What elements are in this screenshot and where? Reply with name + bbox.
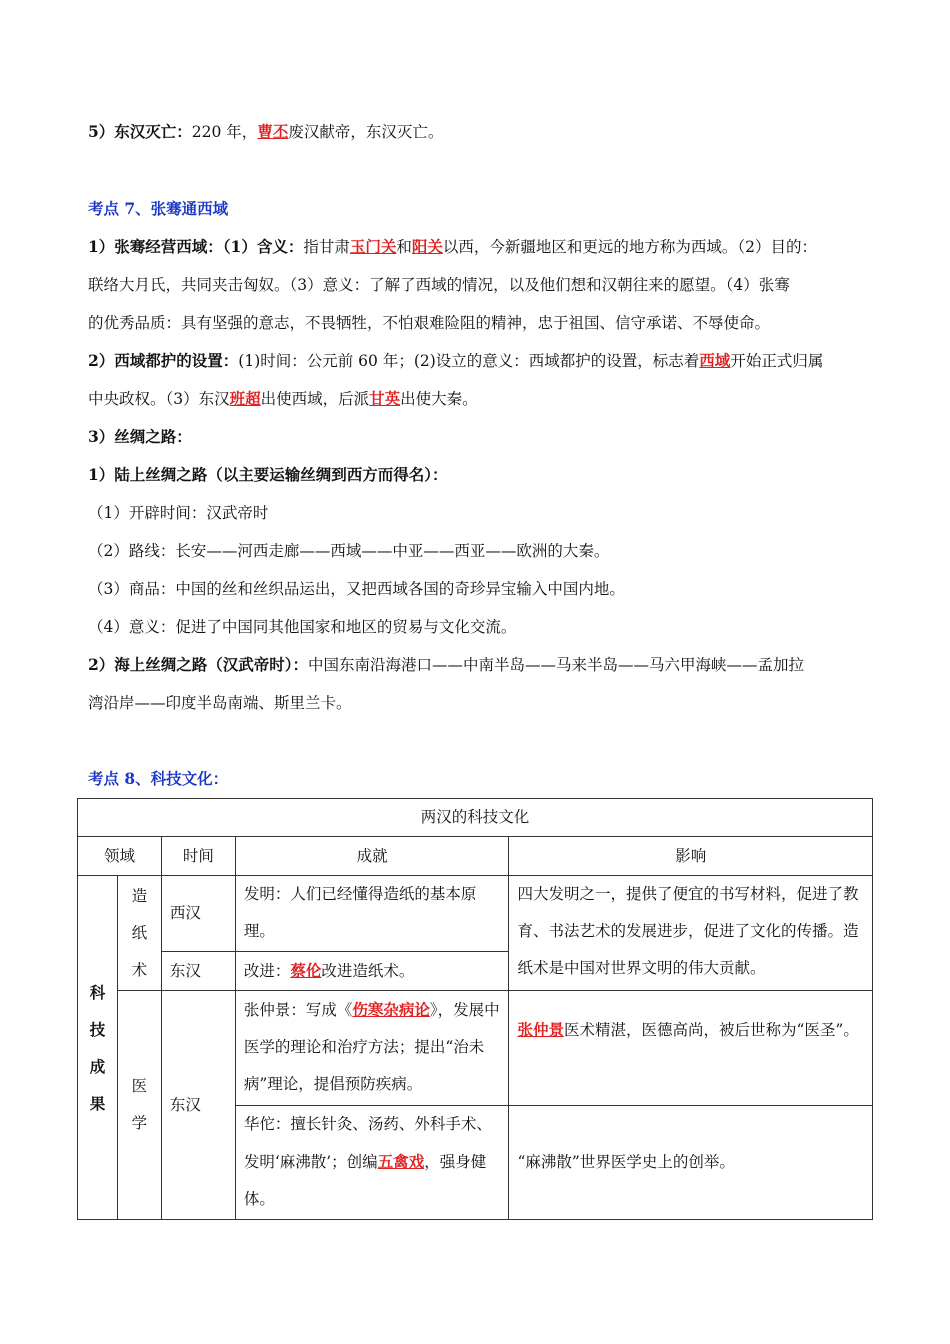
l6-line: 3）丝绸之路： xyxy=(88,427,192,446)
l5-r1: 班超 xyxy=(229,389,261,408)
paper-time2: 东汉 xyxy=(161,952,235,991)
l12-t1: 中国东南沿海港口——中南半岛——马来半岛——马六甲海峡——孟加拉 xyxy=(308,656,805,674)
l7-line: 1）陆上丝绸之路（以主要运输丝绸到西方而得名）： xyxy=(88,465,448,484)
zhang-ach-pre: 张仲景：写成《 xyxy=(243,1001,353,1019)
l3-line: 的优秀品质：具有坚强的意志，不畏牺牲，不怕艰难险阻的精神，忠于祖国、信守承诺、不辱使命。 xyxy=(88,314,771,332)
paper-ach2-red: 蔡伦 xyxy=(290,961,322,980)
l13-line: 湾沿岸——印度半岛南端、斯里兰卡。 xyxy=(88,694,352,712)
l1-t3: 以西，今新疆地区和更远的地方称为西域。（2）目的： xyxy=(442,238,818,256)
l4-red: 西域 xyxy=(699,351,731,370)
kp7-title: 考点 7、张骞通西域 xyxy=(88,199,229,218)
zhang-impact-post: 医术精湛，医德高尚，被后世称为“医圣”。 xyxy=(563,1021,859,1039)
hua-ach xyxy=(235,1106,509,1220)
group-label-text: 科技成果 xyxy=(89,982,106,1113)
l10-line: （3）商品：中国的丝和丝织品运出，又把西域各国的奇珍异宝输入中国内地。 xyxy=(88,580,625,598)
p1-line xyxy=(88,122,443,142)
kp8-title: 考点 8、科技文化： xyxy=(88,769,229,788)
header-achievement: 成就 xyxy=(235,837,509,876)
p1-red: 曹丕 xyxy=(257,122,289,141)
zhang-impact xyxy=(509,991,873,1106)
zhang-impact-red: 张仲景 xyxy=(517,1020,564,1039)
header-time: 时间 xyxy=(161,837,235,876)
l1-r1: 玉门关 xyxy=(349,237,397,256)
l9-line: （2）路线：长安——河西走廊——西域——中亚——西亚——欧洲的大秦。 xyxy=(88,542,610,560)
med-label xyxy=(117,991,161,1220)
p1-label: 5）东汉灭亡： xyxy=(88,122,192,141)
l1-t2: 和 xyxy=(396,238,412,256)
med-time: 东汉 xyxy=(161,991,235,1220)
group-label xyxy=(78,876,118,1220)
hua-ach-red: 五禽戏 xyxy=(377,1152,425,1171)
p1-text: 220 年， xyxy=(191,123,258,141)
header-impact: 影响 xyxy=(509,837,873,876)
l4-line xyxy=(88,351,823,371)
l1-t1: 指甘肃 xyxy=(303,238,350,256)
hua-impact: “麻沸散”世界医学史上的创举。 xyxy=(509,1106,873,1220)
l1-r2: 阳关 xyxy=(411,237,443,256)
l1-line xyxy=(88,237,817,257)
l4-t2: 开始正式归属 xyxy=(730,352,824,370)
med-label-text: 医学 xyxy=(131,1077,148,1132)
zhang-ach-post: 》，发展中医学的理论和治疗方法；提出“治未病”理论，提倡预防疾病。 xyxy=(243,1001,500,1093)
l5-t3: 出使大秦。 xyxy=(400,390,478,408)
paper-ach2 xyxy=(235,952,509,991)
paper-ach1: 发明：人们已经懂得造纸的基本原理。 xyxy=(235,876,509,952)
l5-t2: 出使西域，后派 xyxy=(260,390,370,408)
paper-time1: 西汉 xyxy=(161,876,235,952)
l2-line: 联络大月氏，共同夹击匈奴。（3）意义：了解了西域的情况，以及他们想和汉朝往来的愿望。（4）张骞 xyxy=(88,276,790,294)
table-caption: 两汉的科技文化 xyxy=(78,799,873,837)
l4-label: 2）西域都护的设置： xyxy=(88,351,239,370)
paper-label-text: 造纸术 xyxy=(131,886,148,979)
l1-label: 1）张骞经营西域：（1）含义： xyxy=(88,237,304,256)
l11-line: （4）意义：促进了中国同其他国家和地区的贸易与文化交流。 xyxy=(88,618,517,636)
paper-impact: 四大发明之一，提供了便宜的书写材料，促进了教育、书法艺术的发展进步，促进了文化的传播。造纸术是中国对世界文明的伟大贡献。 xyxy=(509,876,873,991)
science-culture-table xyxy=(77,798,873,1220)
paper-ach2-post: 改进造纸术。 xyxy=(321,962,415,980)
p1-text2: 废汉献帝，东汉灭亡。 xyxy=(288,123,444,141)
zhang-ach xyxy=(235,991,509,1106)
hua-ach-pre: 华佗：擅长针灸、汤药、外科手术、发明‘麻沸散’；创编 xyxy=(243,1115,492,1171)
zhang-ach-red: 伤寒杂病论 xyxy=(352,1000,430,1019)
paper-label xyxy=(117,876,161,991)
l5-line xyxy=(88,389,478,409)
l12-line xyxy=(88,655,804,675)
l5-t1: 中央政权。（3）东汉 xyxy=(88,390,230,408)
l8-line: （1）开辟时间：汉武帝时 xyxy=(88,504,269,522)
paper-ach2-pre: 改进： xyxy=(243,962,291,980)
l5-r2: 甘英 xyxy=(369,389,401,408)
hua-ach-post: ，强身健体。 xyxy=(243,1153,487,1208)
l12-label: 2）海上丝绸之路（汉武帝时）： xyxy=(88,655,309,674)
l4-t1: (1)时间：公元前 60 年；(2)设立的意义：西域都护的设置，标志着 xyxy=(238,352,700,370)
header-field: 领域 xyxy=(78,837,162,876)
